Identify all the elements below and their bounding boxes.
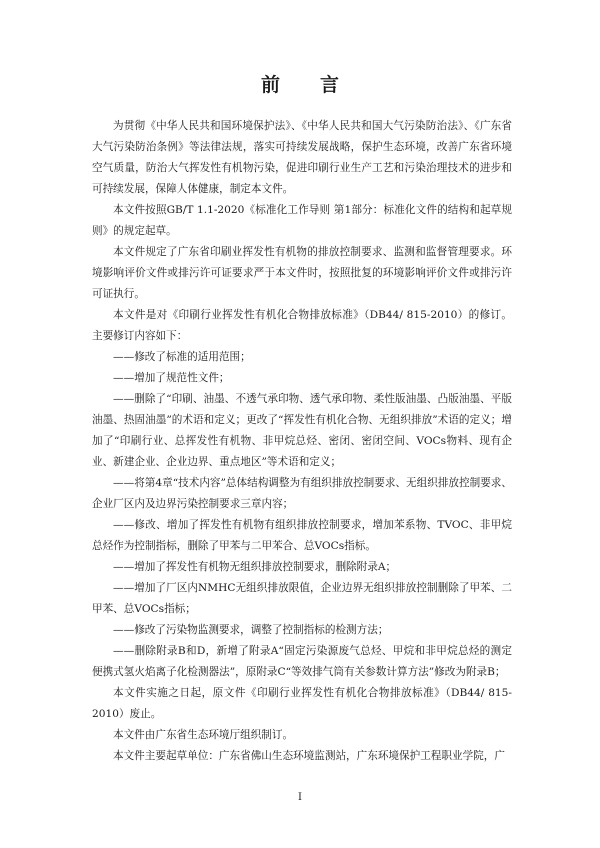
- preface-body: [92, 116, 512, 767]
- paragraph-drafting-rule: 本文件按照GB/T 1.1-2020《标准化工作导则 第1部分：标准化文件的结构和起草规则》的规定起草。: [92, 204, 512, 237]
- revision-item: ——修改了标准的适用范围；: [113, 351, 251, 363]
- paragraph-scope: 本文件规定了广东省印刷业挥发性有机物的排放控制要求、监测和监督管理要求。环境影响评价文件或排污许可证要求严于本文件时，按照批复的环境影响评价文件或排污许可证执行。: [92, 246, 512, 300]
- paragraph-drafters: 本文件主要起草单位：广东省佛山生态环境监测站，广东环境保护工程职业学院，广: [113, 750, 505, 762]
- revision-item: ——删除附录B和D，新增了附录A“固定污染源废气总烃、甲烷和非甲烷总烃的测定便携式氢火焰离子化检测器法”，原附录C“等效排气筒有关参数计算方法”修改为附录B；: [92, 645, 512, 678]
- revision-item: ——修改了污染物监测要求，调整了控制指标的检测方法；: [113, 624, 389, 636]
- paragraph-purpose: 为贯彻《中华人民共和国环境保护法》、《中华人民共和国大气污染防治法》、《广东省大气污染防治条例》等法律法规，落实可持续发展战略，保护生态环境，改善广东省环境空气质量，防治大气挥发性有机物污染，促进印刷行业生产工艺和污染治理技术的进步和可持续发展，保障人体健康，制定本文件。: [92, 120, 512, 195]
- revision-item: ——删除了“印刷、油墨、不透气承印物、透气承印物、柔性版油墨、凸版油墨、平版油墨、热固油墨”的术语和定义；更改了“挥发性有机化合物、无组织排放”术语的定义；增加了“印刷行业、总挥发性有机物、非甲烷总烃、密闭、密闭空间、VOCs物料、现有企业、新建企业、企业边界、重点地区”等术语和定义；: [92, 393, 512, 468]
- page-number: I: [298, 792, 302, 803]
- revision-item: ——修改、增加了挥发性有机物有组织排放控制要求，增加苯系物、TVOC、非甲烷总烃作为控制指标，删除了甲苯与二甲苯合、总VOCs指标。: [92, 519, 512, 552]
- revision-item: ——将第4章“技术内容”总体结构调整为有组织排放控制要求、无组织排放控制要求、企业厂区内及边界污染控制要求三章内容；: [92, 477, 512, 510]
- revision-item: ——增加了规范性文件；: [113, 372, 230, 384]
- revision-item: ——增加了厂区内NMHC无组织排放限值，企业边界无组织排放控制删除了甲苯、二甲苯、总VOCs指标；: [92, 582, 512, 615]
- revision-item: ——增加了挥发性有机物无组织排放控制要求，删除附录A；: [113, 561, 397, 573]
- page-title: [0, 70, 600, 97]
- paragraph-revision: 本文件是对《印刷行业挥发性有机化合物排放标准》（DB44/ 815-2010）的修订。主要修订内容如下：: [92, 309, 512, 342]
- paragraph-supersede: 本文件实施之日起，原文件《印刷行业挥发性有机化合物排放标准》（DB44/ 815-2010）废止。: [92, 687, 512, 720]
- title-char-2: 言: [320, 74, 340, 96]
- title-char-1: 前: [260, 74, 280, 96]
- paragraph-organizer: 本文件由广东省生态环境厅组织制订。: [113, 729, 294, 741]
